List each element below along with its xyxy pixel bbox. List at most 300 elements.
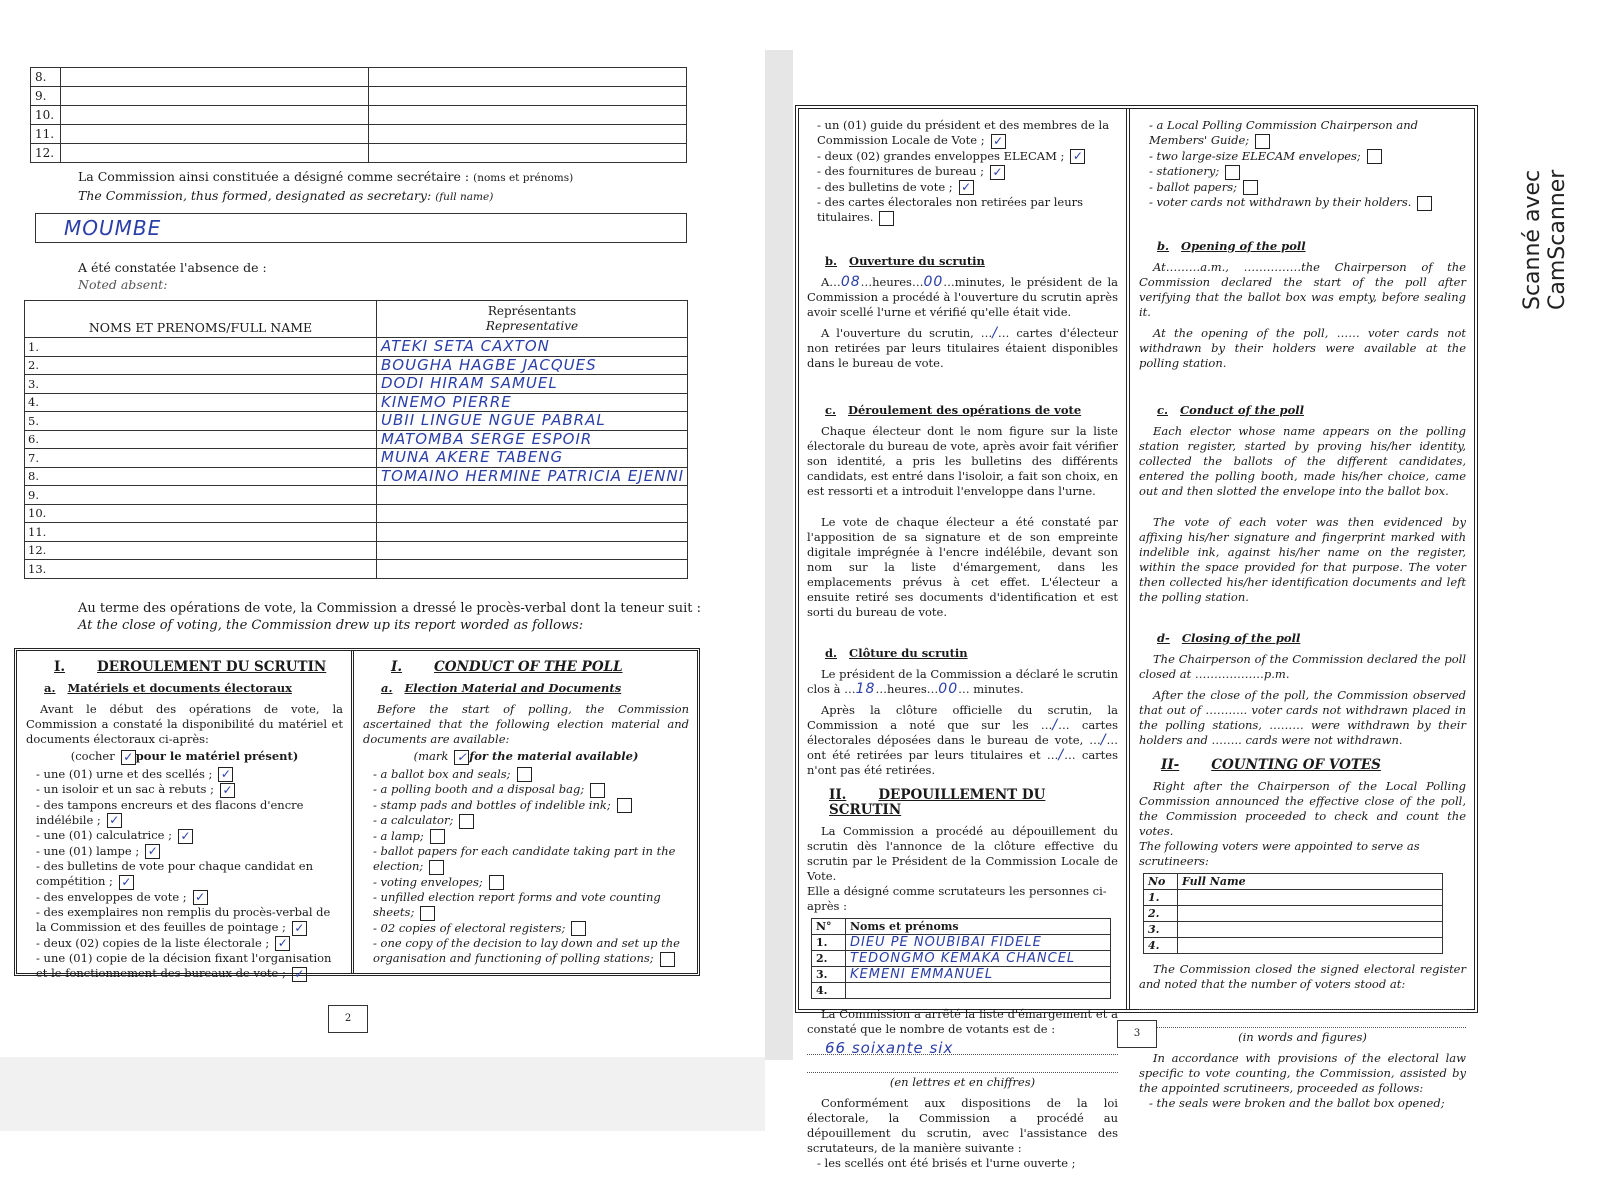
checkbox[interactable] [617, 798, 632, 813]
text-fragment: A… [821, 274, 841, 289]
fr-right-column [799, 112, 1126, 1177]
representative-cell[interactable] [377, 412, 688, 431]
row-number: 2. [28, 358, 39, 373]
material-label: stamp pads and bottles of indelible ink; [380, 797, 611, 812]
scrutineer-name[interactable] [1178, 905, 1443, 921]
section-title: CONDUCT OF THE POLL [434, 659, 623, 675]
section-number: I. [54, 659, 66, 675]
section-title: Clôture du scrutin [849, 645, 968, 660]
checkbox[interactable] [571, 921, 586, 936]
name-cell[interactable] [25, 338, 377, 357]
material-item: - one copy of the decision to lay down and set up the organisation and functioning of polling stations; [373, 936, 680, 965]
representative-name: UBII LINGUE NGUE PABRAL [381, 411, 606, 430]
row-number: 2. [812, 950, 846, 966]
section-number: d- [1157, 630, 1170, 645]
material-label: un (01) guide du président et des membres de la Commission Locale de Vote ; [817, 118, 1110, 147]
col-representative [377, 301, 688, 338]
column-header: Noms et prénoms [846, 918, 1111, 934]
column-header: Full Name [1178, 873, 1443, 889]
section-heading [829, 788, 1118, 818]
checkbox[interactable] [590, 783, 605, 798]
page-number-left: 2 [328, 1005, 368, 1033]
representative-cell[interactable] [377, 523, 688, 542]
material-label: une (01) urne et des scellés ; [43, 766, 213, 781]
section-title: Matériels et documents électoraux [67, 681, 292, 695]
checkbox[interactable]: ✓ [220, 783, 235, 798]
paragraph: After the close of the poll, the Commission observed that out of ……….. voter cards not withdrawn placed in the polling stations, ……… were withdrawn by their holders and …….. cards were not withdrawn. [1139, 687, 1466, 747]
section-heading [1161, 758, 1466, 773]
representative-cell[interactable] [377, 375, 688, 394]
table-row [25, 430, 688, 449]
material-item: - two large-size ELECAM envelopes; [1149, 149, 1466, 165]
material-item: - voting envelopes; [373, 875, 689, 891]
scrutineers-table [811, 918, 1111, 999]
section-number: c. [825, 402, 837, 417]
checkbox[interactable]: ✓ [218, 767, 233, 782]
en-conduct-column [355, 650, 697, 973]
representative-cell[interactable] [377, 393, 688, 412]
count-note: (en lettres et en chiffres) [889, 1074, 1036, 1089]
secretary-en: The Commission, thus formed, designated as secretary: [78, 188, 432, 203]
text-fragment: Le président de la Commission a déclaré le scrutin clos à … [807, 666, 1118, 696]
row-number: 1. [1144, 889, 1178, 905]
table-row [812, 982, 1111, 998]
checkbox[interactable] [489, 875, 504, 890]
row-number: 12. [28, 543, 47, 558]
row-number: 3. [1144, 921, 1178, 937]
text-fragment: Après la clôture officielle du scrutin, la Commission a noté que sur les … [807, 702, 1118, 732]
checkbox[interactable]: ✓ [1070, 149, 1085, 164]
paragraph: La Commission a arrêté la liste d'émargement et a constaté que le nombre de votants est de : [807, 1006, 1118, 1036]
row-number: 9. [28, 487, 39, 502]
material-item: - ballot papers; [1149, 180, 1466, 196]
material-item: - une (01) copie de la décision fixant l'organisation et le fonctionnement des bureaux de vote ; ✓ [36, 951, 332, 981]
paragraph: The Chairperson of the Commission declared the poll closed at ………………p.m. [1139, 651, 1466, 681]
material-item: - ballot papers for each candidate taking part in the election; [373, 844, 676, 873]
table-row [31, 68, 687, 87]
scrutineer-value: DIEU PE NOUBIBAI FIDELE [850, 934, 1042, 950]
representative-name: MATOMBA SERGE ESPOIR [381, 430, 593, 448]
handwritten-value: / [992, 324, 998, 341]
paragraph: Conformément aux dispositions de la loi électorale, la Commission a procédé au dépouillement du scrutin, avec l'assistance des scrutateurs, de la manière suivante : [807, 1095, 1118, 1155]
checkbox[interactable]: ✓ [959, 180, 974, 195]
table-row [1144, 921, 1443, 937]
material-item: - des cartes électorales non retirées par leurs titulaires. [817, 195, 1084, 224]
page-number-right: 3 [1117, 1020, 1157, 1048]
filled-paragraph [807, 703, 1118, 778]
row-number: 10. [28, 506, 47, 521]
name-cell[interactable] [25, 449, 377, 468]
column-header: No [1144, 873, 1178, 889]
material-item: - des tampons encreurs et des flacons d'encre indélébile ; ✓ [36, 797, 304, 827]
handwritten-value: 00 [938, 680, 959, 697]
voter-count-field-2[interactable] [1139, 1014, 1466, 1028]
text-fragment: …heures… [875, 681, 939, 696]
table-row [25, 560, 688, 579]
table-row [25, 393, 688, 412]
name-cell[interactable] [61, 125, 369, 144]
table-row [812, 966, 1111, 982]
col-rep-en: Representative [485, 319, 579, 333]
section-title: Closing of the poll [1181, 630, 1301, 645]
material-item: - stationery; [1149, 164, 1466, 180]
material-label: a lamp; [380, 828, 424, 843]
material-label: a calculator; [380, 813, 454, 827]
name-cell[interactable] [25, 541, 377, 560]
representative-cell[interactable] [377, 486, 688, 505]
section-title: DEROULEMENT DU SCRUTIN [97, 659, 327, 675]
rep-cell[interactable] [369, 68, 687, 87]
material-label: voter cards not withdrawn by their holders. [1156, 195, 1412, 209]
scan-background [0, 1057, 765, 1131]
material-label: ballot papers for each candidate taking part in the election; [373, 844, 676, 873]
material-label: des fournitures de bureau ; [824, 164, 985, 178]
material-label: two large-size ELECAM envelopes; [1156, 148, 1361, 163]
checkbox[interactable] [1417, 196, 1432, 211]
material-item: - a Local Polling Commission Chairperson and Members' Guide; [1149, 118, 1418, 147]
section-heading [44, 681, 343, 696]
row-number: 8. [28, 469, 39, 484]
material-label: a ballot box and seals; [380, 766, 511, 781]
handwritten-value: / [1058, 746, 1065, 763]
table-row [25, 504, 688, 523]
table-row [25, 541, 688, 560]
material-item: - deux (02) grandes enveloppes ELECAM ; ✓ [817, 149, 1118, 165]
row-number: 4. [1144, 937, 1178, 953]
text-fragment: … cartes n'ont pas été retirées. [807, 747, 1119, 777]
scrutineer-name[interactable] [846, 982, 1111, 998]
text-fragment: … cartes électorales déposées dans le bureau de vote, … [807, 717, 1118, 747]
paragraph: Chaque électeur dont le nom figure sur la liste électorale du bureau de vote, après avoir fait vérifier son identité, a pris les bulletins des différents candidats, est entré dans l'isoloir, a fait son choix, en est ressorti et a introduit l'enveloppe dans l'urne. [807, 423, 1118, 498]
representative-cell[interactable] [377, 430, 688, 449]
name-cell[interactable] [25, 430, 377, 449]
material-item: - des fournitures de bureau ; ✓ [817, 164, 1118, 180]
row-number: 8. [31, 68, 61, 87]
fr-conduct-column [18, 650, 351, 988]
section-heading [54, 660, 343, 675]
count-note: (in words and figures) [1238, 1029, 1367, 1044]
section-heading [391, 660, 689, 675]
procedure-item: - the seals were broken and the ballot box opened; [1149, 1095, 1445, 1110]
material-label: des cartes électorales non retirées par leurs titulaires. [817, 195, 1084, 224]
name-cell[interactable] [25, 523, 377, 542]
material-label: deux (02) copies de la liste électorale ; [43, 935, 270, 950]
table-row [25, 523, 688, 542]
representative-cell[interactable] [377, 504, 688, 523]
row-number: 6. [28, 432, 39, 447]
checkbox[interactable] [879, 211, 894, 226]
representative-cell[interactable] [377, 467, 688, 486]
page-gutter [765, 50, 793, 1060]
rep-cell[interactable] [369, 125, 687, 144]
text-fragment: …minutes, le président de la Commission a procédé à l'ouverture du scrutin après avoir scellé l'urne et vérifié qu'elle était vide. [807, 274, 1118, 319]
material-item: - un (01) guide du président et des membres de la Commission Locale de Vote ; ✓ [817, 118, 1110, 148]
column-header: N° [812, 918, 846, 934]
checkbox[interactable]: ✓ [454, 750, 469, 765]
row-number: 3. [812, 966, 846, 982]
secretary-fr-note: (noms et prénoms) [473, 172, 574, 184]
material-item: - a lamp; [373, 829, 689, 845]
material-label: des bulletins de vote ; [824, 179, 953, 194]
row-number: 2. [1144, 905, 1178, 921]
scrutineer-name[interactable] [846, 966, 1111, 982]
paragraph: Elle a désigné comme scrutateurs les personnes ci-après : [807, 883, 1107, 913]
handwritten-value: / [1100, 731, 1107, 748]
representative-name: DODI HIRAM SAMUEL [381, 374, 558, 393]
material-label: unfilled election report forms and vote counting sheets; [373, 890, 661, 919]
name-cell[interactable] [25, 393, 377, 412]
section-heading [825, 254, 1118, 269]
material-label: voting envelopes; [380, 874, 483, 889]
paragraph: In accordance with provisions of the electoral law specific to vote counting, the Commission, assisted by the appointed scrutineers, proceeded as follows: [1139, 1050, 1466, 1095]
table-row [1144, 905, 1443, 921]
name-cell[interactable] [61, 106, 369, 125]
representatives-table [24, 300, 688, 579]
section-heading [1157, 631, 1466, 646]
checkbox[interactable]: ✓ [121, 750, 136, 765]
material-label: 02 copies of electoral registers; [380, 920, 566, 935]
col-rep-fr: Représentants [487, 304, 577, 318]
row-number: 9. [31, 87, 61, 106]
row-number: 1. [28, 339, 39, 354]
table-row [1144, 937, 1443, 953]
material-item: - a calculator; [373, 813, 689, 829]
filled-paragraph [807, 326, 1118, 371]
text-fragment: …heures… [860, 274, 924, 289]
name-cell[interactable] [25, 560, 377, 579]
table-row [812, 950, 1111, 966]
intro-paragraph: Avant le début des opérations de vote, la Commission a constaté la disponibilité du matériel et documents électoraux ci-après: [26, 702, 343, 746]
checkbox[interactable]: ✓ [991, 134, 1006, 149]
scrutineer-value: TEDONGMO KEMAKA CHANCEL [850, 950, 1076, 966]
representative-name: ATEKI SETA CAXTON [381, 337, 550, 356]
material-item: - a ballot box and seals; [373, 767, 689, 783]
section-number: b. [1157, 238, 1170, 253]
representative-name: TOMAINO HERMINE PATRICIA EJENNI [381, 467, 685, 485]
material-item: - stamp pads and bottles of indelible ink; [373, 798, 689, 814]
scrutineer-name[interactable] [846, 950, 1111, 966]
representative-name: MUNA AKERE TABENG [381, 448, 564, 467]
table-row [812, 934, 1111, 950]
material-label: des enveloppes de vote ; [43, 889, 187, 904]
paragraph: Each elector whose name appears on the polling station register, started by proving his/her identity, collected the ballots of the different candidates, entered the polling booth, made his/her choice, came out and then slotted the envelope into the ballot box. [1139, 423, 1466, 498]
representative-cell[interactable] [377, 541, 688, 560]
section-title: Déroulement des opérations de vote [848, 402, 1082, 417]
checkbox[interactable] [420, 906, 435, 921]
checkbox[interactable] [1367, 149, 1382, 164]
material-item: - des exemplaires non remplis du procès-verbal de la Commission et des feuilles de pointage ; ✓ [36, 905, 331, 935]
secretary-field[interactable] [35, 213, 687, 243]
section-title: Conduct of the poll [1180, 402, 1304, 417]
secretary-en-note: (full name) [435, 191, 494, 203]
voter-count-field-2[interactable] [807, 1059, 1118, 1073]
table-row [25, 375, 688, 394]
table-row [31, 106, 687, 125]
report-intro-fr: Au terme des opérations de vote, la Commission a dressé le procès-verbal dont la teneur suit : [78, 601, 701, 616]
table-row [25, 338, 688, 357]
material-label: une (01) calculatrice ; [43, 828, 173, 842]
table-header [812, 918, 1111, 934]
material-item: - une (01) calculatrice ; ✓ [36, 828, 343, 844]
handwritten-value: 08 [840, 273, 861, 290]
section-heading [825, 646, 1118, 661]
handwritten-value: 18 [855, 680, 876, 697]
section-title: DEPOUILLEMENT DU SCRUTIN [829, 786, 1046, 818]
checkbox[interactable]: ✓ [145, 844, 160, 859]
representative-cell[interactable] [377, 356, 688, 375]
en-right-column [1131, 112, 1474, 1117]
text-fragment: … cartes d'électeur non retirées par leurs titulaires étaient disponibles dans le bureau de vote. [807, 325, 1118, 370]
material-item: - une (01) lampe ; ✓ [36, 844, 343, 860]
voter-count-field[interactable] [1139, 996, 1466, 1010]
section-title: Ouverture du scrutin [849, 253, 985, 268]
rep-cell[interactable] [369, 87, 687, 106]
secretary-label [78, 168, 573, 206]
checkbox[interactable]: ✓ [990, 165, 1005, 180]
members-table-continued [30, 67, 687, 163]
rep-cell[interactable] [369, 144, 687, 163]
checkbox[interactable]: ✓ [119, 875, 134, 890]
scrutineer-name[interactable] [846, 934, 1111, 950]
paragraph: La Commission a procédé au dépouillement du scrutin dès l'annonce de la clôture effective du scrutin par le Président de la Commission Locale de Vote. [807, 823, 1118, 883]
checkbox[interactable] [459, 814, 474, 829]
material-item: - 02 copies of electoral registers; [373, 921, 689, 937]
scrutineer-name[interactable] [1178, 889, 1443, 905]
section-heading [1157, 403, 1466, 418]
paragraph: The Commission closed the signed electoral register and noted that the number of voters stood at: [1139, 961, 1466, 991]
voter-count-field[interactable] [807, 1038, 1118, 1057]
name-cell[interactable] [61, 144, 369, 163]
material-label: des tampons encreurs et des flacons d'encre indélébile ; [36, 797, 304, 827]
table-row [25, 412, 688, 431]
secretary-fr: La Commission ainsi constituée a désigné comme secrétaire : [78, 169, 470, 184]
name-cell[interactable] [25, 467, 377, 486]
material-item: - un isoloir et un sac à rebuts ; ✓ [36, 782, 343, 798]
handwritten-value: / [1052, 716, 1059, 733]
material-label: des exemplaires non remplis du procès-verbal de la Commission et des feuilles de pointage ; [36, 905, 331, 934]
scrutineer-name[interactable] [1178, 921, 1443, 937]
material-label: deux (02) grandes enveloppes ELECAM ; [824, 148, 1065, 163]
checkbox[interactable] [430, 829, 445, 844]
row-number: 11. [31, 125, 61, 144]
section-number: c. [1157, 402, 1169, 417]
material-label: a Local Polling Commission Chairperson and Members' Guide; [1149, 118, 1418, 147]
intro-paragraph: Before the start of polling, the Commission ascertained that the following election material and documents are available: [363, 702, 689, 746]
representative-cell[interactable] [377, 338, 688, 357]
representative-name: KINEMO PIERRE [381, 393, 512, 411]
row-number: 10. [31, 106, 61, 125]
instruction: (mark ✓ for the material available) [413, 749, 639, 764]
material-item: - une (01) urne et des scellés ; ✓ [36, 767, 343, 783]
section-heading [825, 403, 1118, 418]
section-number: a. [44, 681, 56, 695]
checkbox[interactable] [1255, 134, 1270, 149]
checkbox[interactable]: ✓ [107, 813, 122, 828]
row-number: 12. [31, 144, 61, 163]
material-item: - unfilled election report forms and vote counting sheets; [373, 890, 661, 919]
section-number: d. [825, 645, 838, 660]
scrutineers-table [1143, 873, 1443, 954]
row-number: 1. [812, 934, 846, 950]
text-fragment: … ont été retirées par leurs titulaires et … [807, 732, 1118, 762]
section-title: Election Material and Documents [404, 681, 622, 695]
representative-cell[interactable] [377, 560, 688, 579]
name-cell[interactable] [25, 375, 377, 394]
row-number: 5. [28, 413, 39, 428]
table-row [25, 356, 688, 375]
absent-label [78, 259, 267, 293]
table-row [25, 467, 688, 486]
checkbox[interactable] [660, 952, 675, 967]
table-row [31, 87, 687, 106]
material-item: - des enveloppes de vote ; ✓ [36, 890, 343, 906]
section-number: II- [1161, 756, 1180, 773]
paragraph: Le vote de chaque électeur a été constaté par l'apposition de sa signature et de son empreinte digitale imprégnée à l'encre indélébile, devant son nom sur la liste d'émargement, dans les emplacements prévus à cet effet. L'électeur a ensuite retiré ses documents d'identification et est sorti du bureau de vote. [807, 514, 1118, 619]
text-fragment: … minutes. [958, 681, 1024, 696]
paragraph: Right after the Chairperson of the Local Polling Commission announced the effective close of the poll, the Commission proceeded to check and count the votes. [1139, 778, 1466, 838]
checkbox[interactable]: ✓ [292, 967, 307, 982]
name-cell[interactable] [25, 504, 377, 523]
paragraph: At the opening of the poll, …… voter cards not withdrawn by their holders were available at the polling station. [1139, 325, 1466, 370]
material-label: stationery; [1156, 164, 1220, 178]
checkbox[interactable] [429, 860, 444, 875]
row-number: 11. [28, 524, 47, 539]
table-row [31, 125, 687, 144]
text-fragment: A l'ouverture du scrutin, … [821, 325, 993, 340]
material-label: une (01) lampe ; [43, 843, 140, 858]
material-label: une (01) copie de la décision fixant l'organisation et le fonctionnement des bureaux de vote ; [36, 951, 332, 980]
handwritten-value: 00 [923, 273, 944, 290]
paragraph: At………a.m., ……………the Chairperson of the Commission declared the start of the poll after verifying that the ballot box was empty, before sealing it. [1139, 259, 1466, 319]
name-cell[interactable] [61, 68, 369, 87]
material-label: des bulletins de vote pour chaque candidat en compétition ; [36, 859, 314, 888]
name-cell[interactable] [25, 412, 377, 431]
rep-cell[interactable] [369, 106, 687, 125]
material-label: un isoloir et un sac à rebuts ; [43, 782, 214, 796]
section-heading [1157, 239, 1466, 254]
checkbox[interactable] [517, 767, 532, 782]
paragraph: The vote of each voter was then evidenced by affixing his/her signature and fingerprint marked with indelible ink, against his/her name on the register, within the space provided for that purpose. The voter then collected his/her identification documents and left the polling station. [1139, 514, 1466, 604]
material-label: a polling booth and a disposal bag; [380, 782, 585, 796]
section-number: II. [829, 786, 847, 803]
section-title: Opening of the poll [1181, 238, 1306, 253]
section-number: a. [381, 681, 393, 695]
material-item: - a polling booth and a disposal bag; [373, 782, 689, 798]
absent-en: Noted absent: [78, 277, 168, 292]
representative-cell[interactable] [377, 449, 688, 468]
section-heading [381, 681, 689, 696]
checkbox[interactable]: ✓ [193, 890, 208, 905]
checkbox[interactable]: ✓ [178, 829, 193, 844]
table-header [1144, 873, 1443, 889]
name-cell[interactable] [61, 87, 369, 106]
name-cell[interactable] [25, 486, 377, 505]
scrutineer-value: KEMENI EMMANUEL [850, 966, 994, 982]
checkbox[interactable]: ✓ [292, 921, 307, 936]
checkbox[interactable] [1225, 165, 1240, 180]
checkbox[interactable] [1243, 180, 1258, 195]
row-number: 3. [28, 376, 39, 391]
scrutineer-name[interactable] [1178, 937, 1443, 953]
representative-name: BOUGHA HAGBE JACQUES [381, 356, 597, 374]
material-item: - deux (02) copies de la liste électorale ; ✓ [36, 936, 343, 952]
row-number: 4. [812, 982, 846, 998]
row-number: 7. [28, 450, 39, 465]
name-cell[interactable] [25, 356, 377, 375]
material-item: - des bulletins de vote pour chaque candidat en compétition ; ✓ [36, 859, 314, 889]
checkbox[interactable]: ✓ [275, 936, 290, 951]
filled-paragraph [807, 667, 1118, 697]
